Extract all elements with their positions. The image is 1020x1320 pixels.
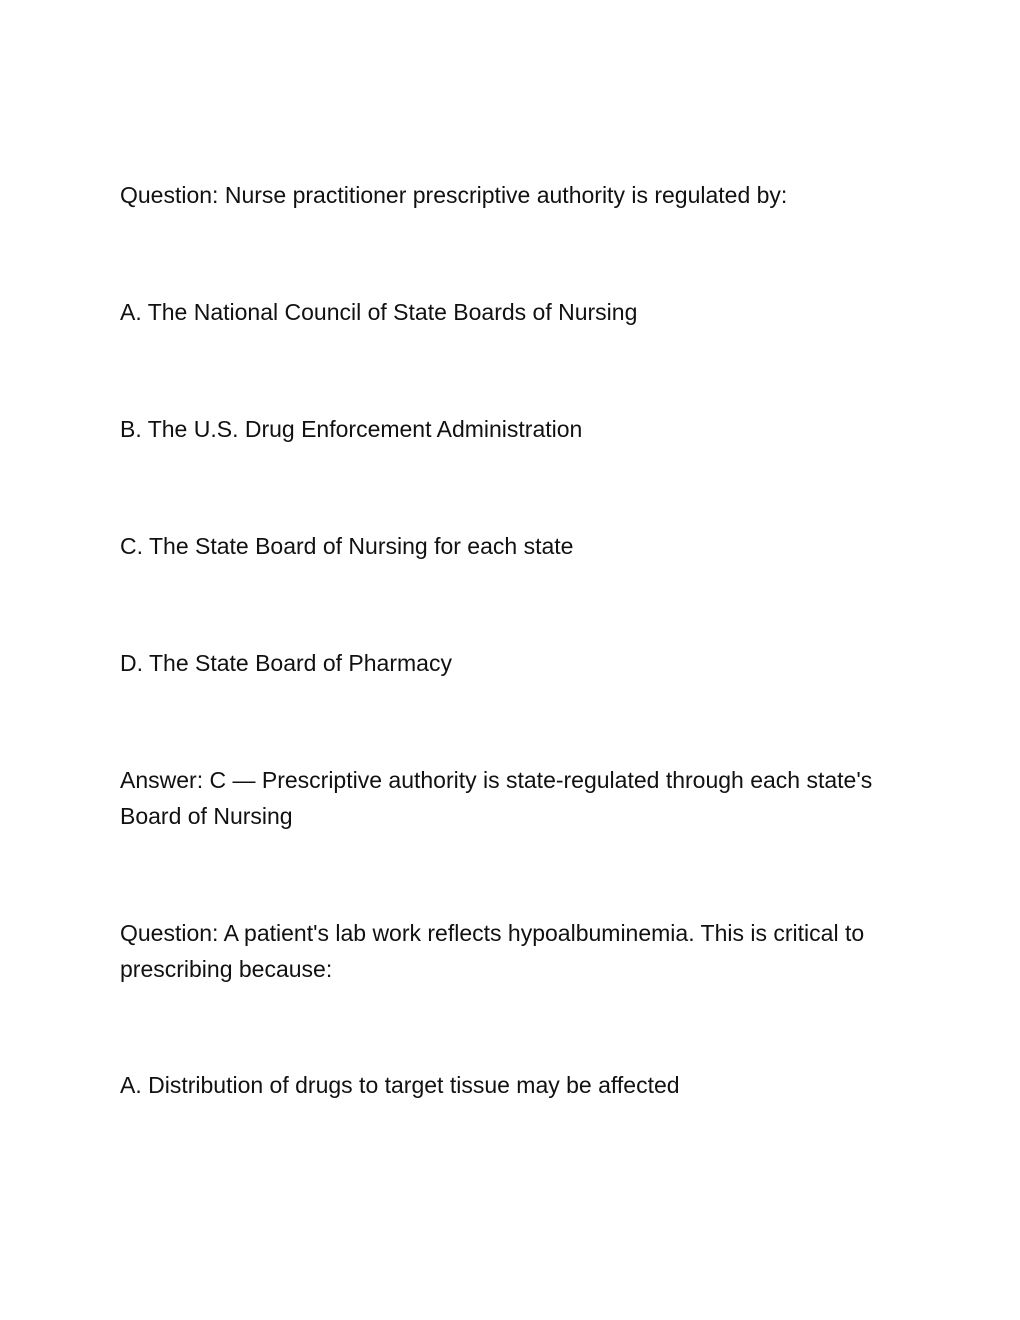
question-2-text: Question: A patient's lab work reflects hypoalbuminemia. This is critical to prescribing because:: [120, 920, 865, 982]
question-1-option-c: C. The State Board of Nursing for each state: [120, 533, 574, 559]
question-2-option-a: A. Distribution of drugs to target tissue may be affected: [120, 1072, 680, 1098]
question-1-text: Question: Nurse practitioner prescriptive authority is regulated by:: [120, 182, 788, 208]
question-1-option-d: D. The State Board of Pharmacy: [120, 650, 452, 676]
question-1-option-b: B. The U.S. Drug Enforcement Administration: [120, 416, 583, 442]
question-1-option-a: A. The National Council of State Boards of Nursing: [120, 299, 638, 325]
question-1-answer: Answer: C — Prescriptive authority is state-regulated through each state's Board of Nursing: [120, 767, 873, 829]
